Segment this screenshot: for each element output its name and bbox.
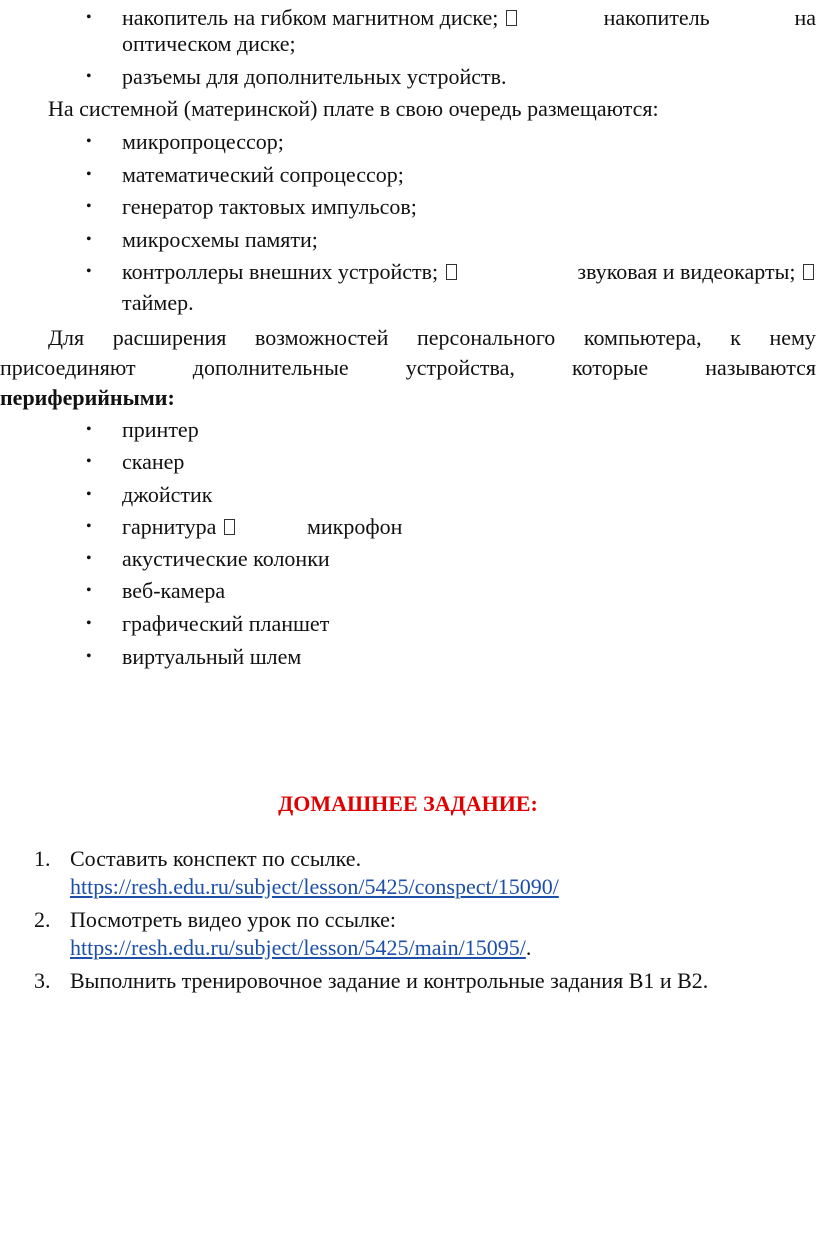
task-number: 1. — [34, 846, 51, 871]
task-text: Выполнить тренировочное задание и контрольные задания В1 и В2. — [70, 968, 709, 993]
list-item — [122, 514, 402, 540]
list-item: принтер — [122, 417, 199, 442]
video-lesson-link[interactable]: https://resh.edu.ru/subject/lesson/5425/main/15095/ — [70, 935, 526, 960]
list-item-text: контроллеры внешних устройств; — [122, 259, 439, 284]
word: присоединяют — [0, 355, 136, 380]
missing-glyph-icon — [803, 264, 814, 280]
missing-glyph-icon — [446, 264, 457, 280]
paragraph-line — [48, 325, 816, 351]
bullet: • — [86, 263, 92, 280]
task-number: 2. — [34, 907, 51, 932]
bullet: • — [86, 518, 92, 535]
paragraph-line — [0, 355, 816, 381]
bullet: • — [86, 421, 92, 438]
word: устройства, — [405, 355, 515, 380]
list-item-text: звуковая и видеокарты; — [577, 259, 796, 284]
list-item-text: на — [794, 5, 816, 30]
list-item: микропроцессор; — [122, 129, 284, 154]
bullet: • — [86, 615, 92, 632]
bullet: • — [86, 231, 92, 248]
bullet: • — [86, 198, 92, 215]
word: расширения — [112, 325, 227, 350]
word: Для — [48, 325, 85, 350]
list-item: графический планшет — [122, 611, 330, 636]
bullet: • — [86, 68, 92, 85]
word: компьютера, — [583, 325, 702, 350]
bullet: • — [86, 582, 92, 599]
list-item: акустические колонки — [122, 546, 330, 571]
list-item: микросхемы памяти; — [122, 227, 318, 252]
word: возможностей — [254, 325, 389, 350]
word: нему — [769, 325, 816, 350]
list-item-text: накопитель на гибком магнитном диске; — [122, 5, 499, 30]
bullet: • — [86, 648, 92, 665]
list-item-continuation: оптическом диске; — [122, 31, 296, 56]
list-item-text: накопитель — [603, 5, 710, 30]
word: дополнительные — [192, 355, 349, 380]
bullet: • — [86, 133, 92, 150]
list-item — [122, 259, 816, 285]
bullet: • — [86, 166, 92, 183]
list-item: веб-камера — [122, 578, 226, 603]
list-item: генератор тактовых импульсов; — [122, 194, 417, 219]
list-item: математический сопроцессор; — [122, 162, 404, 187]
word: называются — [705, 355, 816, 380]
lesson-link[interactable]: https://resh.edu.ru/subject/lesson/5425/conspect/15090/ — [70, 874, 559, 899]
list-item: джойстик — [122, 482, 213, 507]
homework-heading: ДОМАШНЕЕ ЗАДАНИЕ: — [278, 791, 538, 816]
task-link-line — [70, 874, 559, 900]
bullet: • — [86, 9, 92, 26]
bullet: • — [86, 550, 92, 567]
task-number: 3. — [34, 968, 51, 993]
task-text: Посмотреть видео урок по ссылке: — [70, 907, 397, 932]
task-text: Составить конспект по ссылке. — [70, 846, 362, 871]
bullet: • — [86, 453, 92, 470]
punctuation: . — [525, 935, 532, 960]
missing-glyph-icon — [224, 519, 235, 535]
list-item: виртуальный шлем — [122, 644, 302, 669]
bold-term: периферийными: — [0, 385, 175, 410]
word: персонального — [417, 325, 556, 350]
bullet: • — [86, 486, 92, 503]
list-item-text: гарнитура — [122, 514, 217, 539]
list-item: разъемы для дополнительных устройств. — [122, 64, 507, 89]
task-link-line — [70, 935, 531, 961]
list-item-text: микрофон — [306, 514, 403, 539]
list-item-continuation: таймер. — [122, 290, 194, 315]
list-item: сканер — [122, 449, 185, 474]
missing-glyph-icon — [506, 10, 517, 26]
paragraph: На системной (материнской) плате в свою очередь размещаются: — [48, 96, 659, 121]
word: к — [730, 325, 741, 350]
list-item — [122, 5, 816, 31]
paragraph-line — [0, 385, 175, 411]
word: которые — [571, 355, 649, 380]
